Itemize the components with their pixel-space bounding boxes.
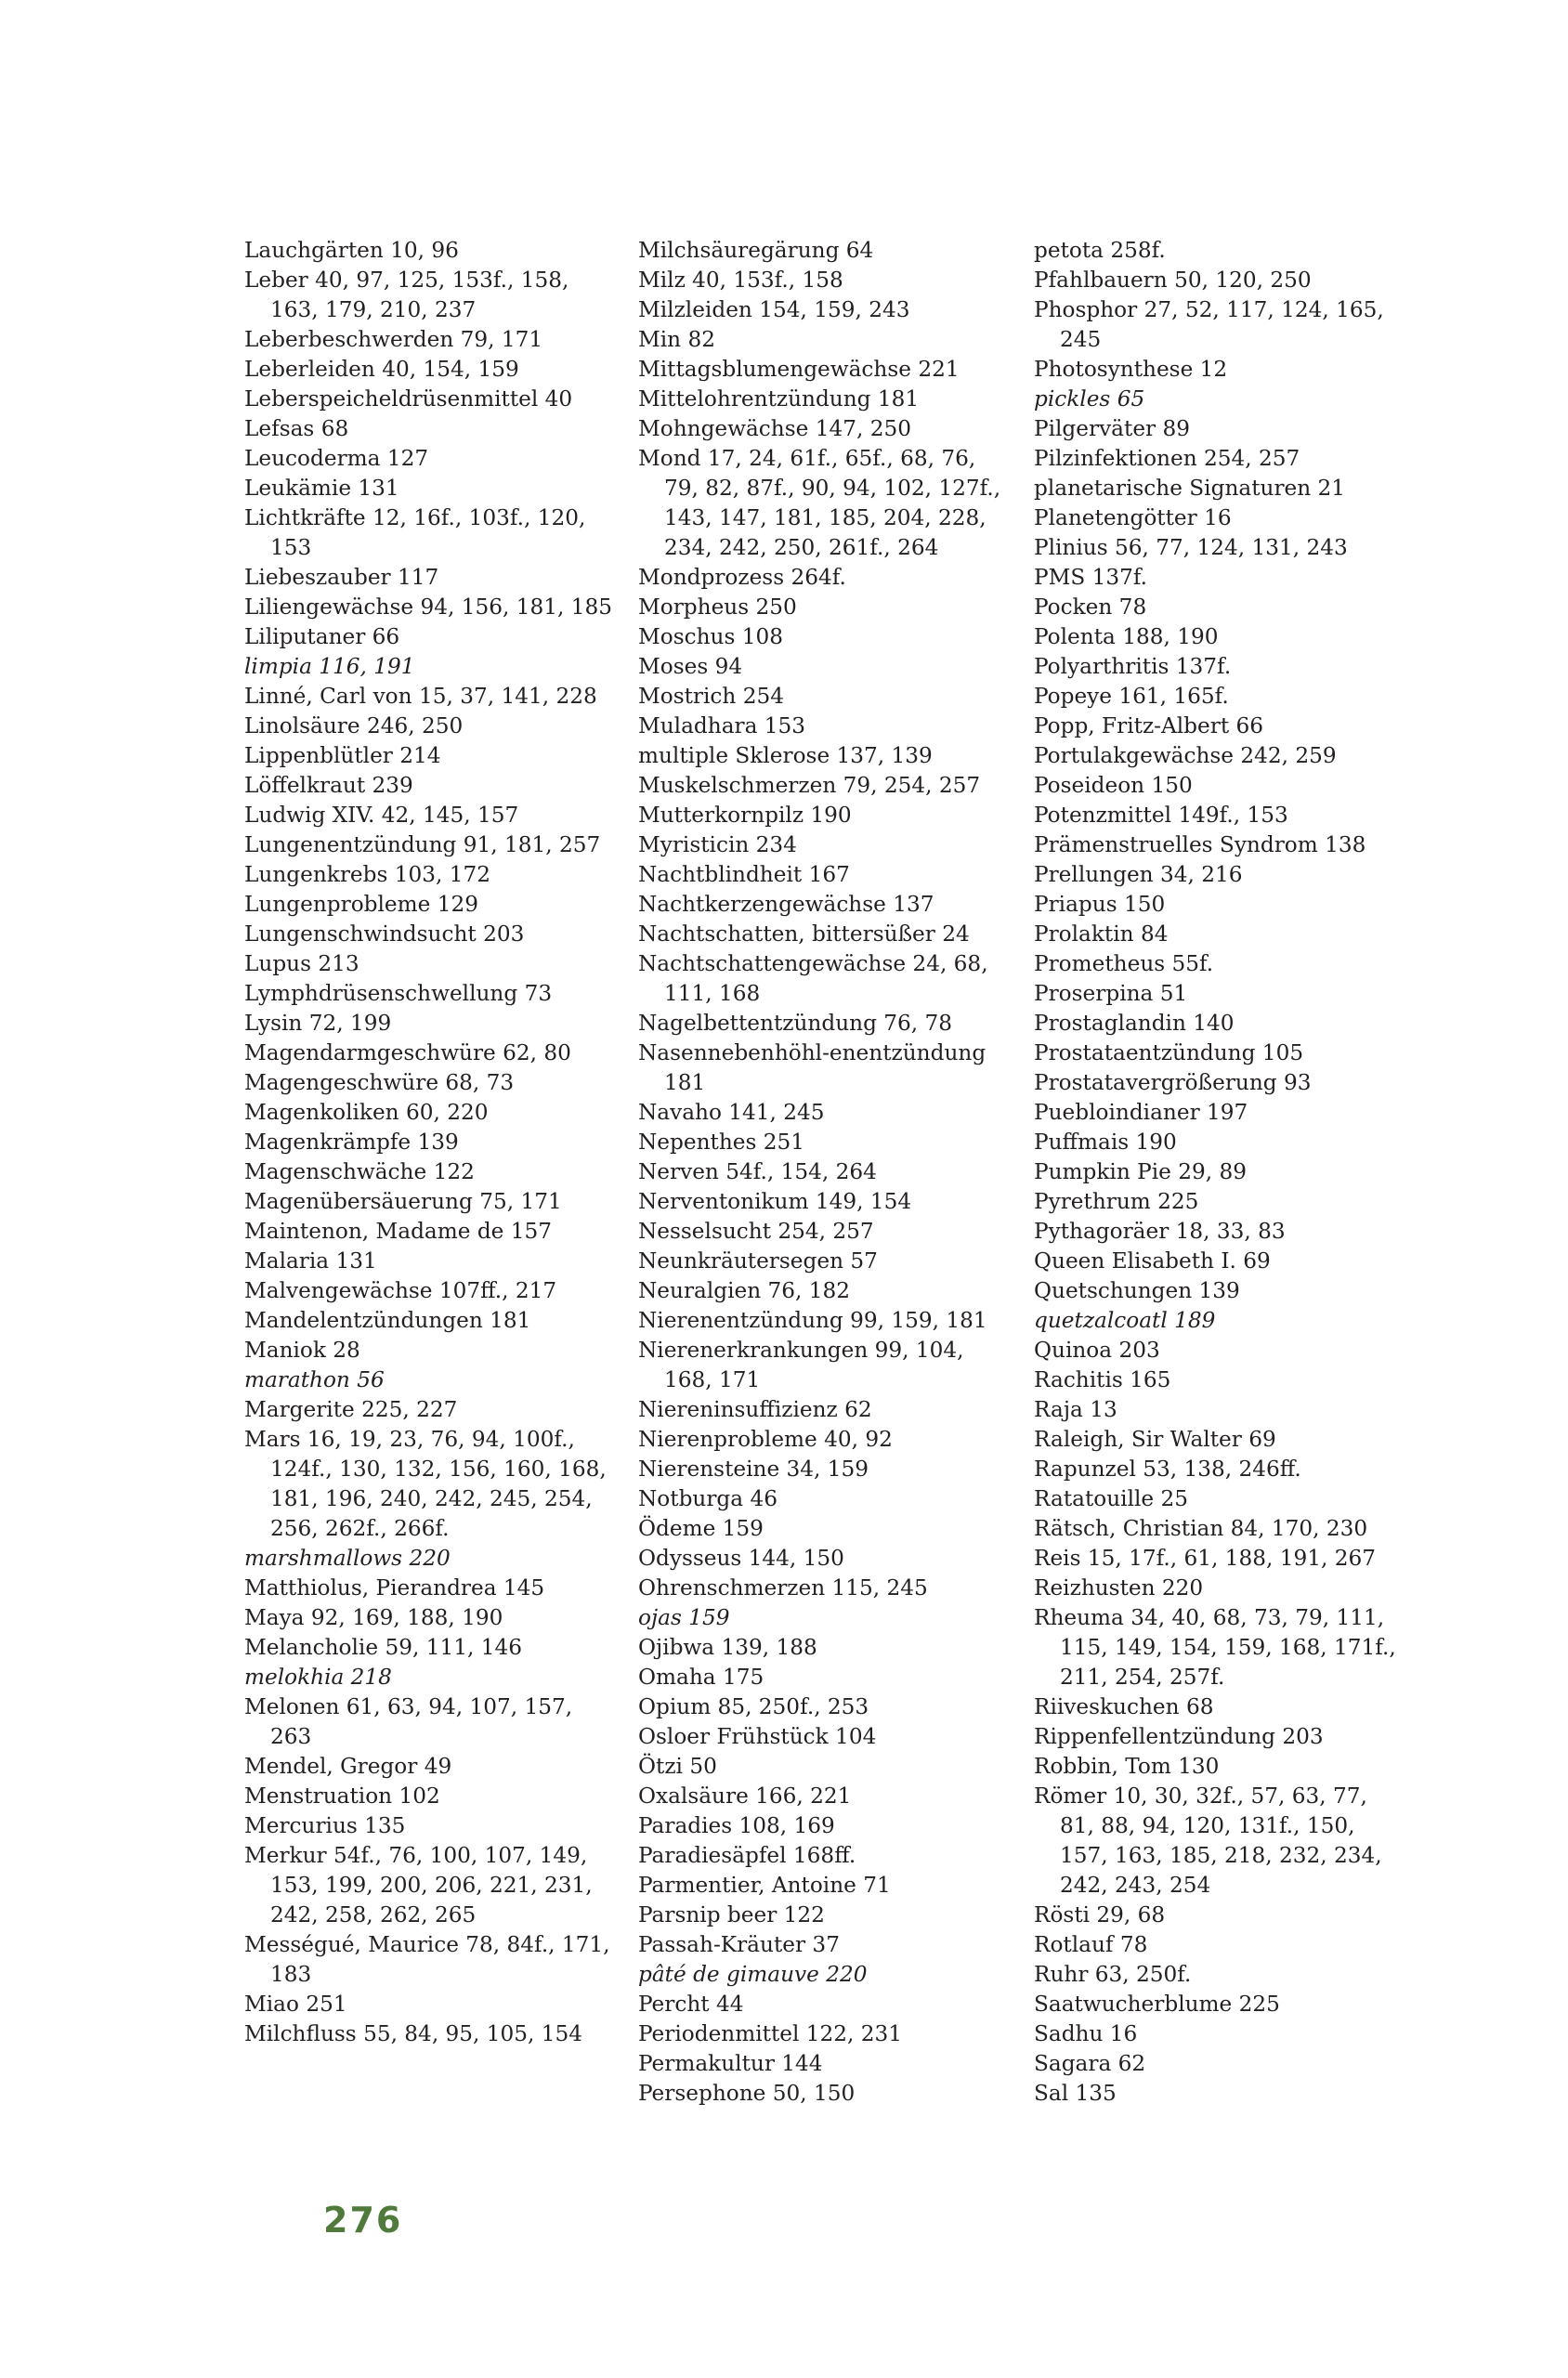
index-entry: Oxalsäure 166, 221 (638, 1784, 852, 1809)
index-entry: Priapus 150 (1034, 892, 1166, 917)
index-entry: Mutterkornpilz 190 (638, 803, 852, 828)
index-entry: Lymphdrüsenschwellung 73 (244, 981, 553, 1006)
index-entry: Mességué, Maurice 78, 84f., 171, 183 (244, 1932, 610, 1987)
index-entry: Milzleiden 154, 159, 243 (638, 297, 910, 322)
index-entry: Potenzmittel 149f., 153 (1034, 803, 1288, 828)
index-entry: Liliputaner 66 (244, 624, 400, 649)
index-entry: Lungenkrebs 103, 172 (244, 862, 490, 887)
index-entry: Maintenon, Madame de 157 (244, 1219, 553, 1244)
index-entry: Mars 16, 19, 23, 76, 94, 100f., 124f., 130, 132, 156, 160, 168, 181, 196, 240, 242, 245, 254, 256, 262f., 266f. (244, 1427, 607, 1541)
index-entry: Omaha 175 (638, 1665, 764, 1690)
index-entry: Milchsäuregärung 64 (638, 238, 874, 263)
index-entry: Morpheus 250 (638, 594, 797, 620)
index-entry: Liebeszauber 117 (244, 565, 439, 590)
index-entry: Rachitis 165 (1034, 1367, 1171, 1392)
index-entry: PMS 137f. (1034, 565, 1147, 590)
index-entry: Reizhusten 220 (1034, 1575, 1204, 1601)
index-entry: Nepenthes 251 (638, 1130, 805, 1155)
index-entry: Magenkoliken 60, 220 (244, 1100, 489, 1125)
index-entry: Nachtkerzengewächse 137 (638, 892, 934, 917)
index-entry: Leucoderma 127 (244, 446, 429, 471)
index-entry: Lungenschwindsucht 203 (244, 921, 525, 947)
index-entry: Myristicin 234 (638, 832, 797, 857)
index-entry: Nachtschatten, bittersüßer 24 (638, 921, 970, 947)
index-entry: Mondprozess 264f. (638, 565, 846, 590)
index-entry: Löffelkraut 239 (244, 773, 413, 798)
index-entry: Maya 92, 169, 188, 190 (244, 1605, 503, 1630)
index-entry: Raja 13 (1034, 1397, 1117, 1422)
index-entry: Odysseus 144, 150 (638, 1546, 844, 1571)
index-entry: Linolsäure 246, 250 (244, 713, 464, 738)
index-entry: Magenschwäche 122 (244, 1159, 475, 1184)
index-entry: Pfahlbauern 50, 120, 250 (1034, 268, 1312, 293)
index-entry: melokhia 218 (244, 1665, 392, 1690)
index-entry: Popeye 161, 165f. (1034, 684, 1229, 709)
index-entry: Prostatavergrößerung 93 (1034, 1070, 1312, 1095)
index-entry: Malaria 131 (244, 1248, 377, 1274)
index-entry: Notburga 46 (638, 1486, 777, 1511)
index-entry: Matthiolus, Pierandrea 145 (244, 1575, 545, 1601)
index-entry: Milchfluss 55, 84, 95, 105, 154 (244, 2021, 583, 2046)
index-entry: Mohngewächse 147, 250 (638, 416, 911, 441)
index-entry: Lungenentzündung 91, 181, 257 (244, 832, 601, 857)
index-entry: Römer 10, 30, 32f., 57, 63, 77, 81, 88, 94, 120, 131f., 150, 157, 163, 185, 218, 232, 234, 242, 243, 254 (1034, 1784, 1382, 1898)
index-entry: Osloer Frühstück 104 (638, 1724, 877, 1749)
index-entry: Maniok 28 (244, 1338, 360, 1363)
index-entry: Ötzi 50 (638, 1754, 717, 1779)
index-entry: Planetengötter 16 (1034, 505, 1232, 530)
index-entry: Poseideon 150 (1034, 773, 1193, 798)
index-entry: Milz 40, 153f., 158 (638, 268, 843, 293)
index-entry: Leberspeicheldrüsenmittel 40 (244, 386, 573, 412)
index-entry: pâté de gimauve 220 (638, 1962, 868, 1987)
index-entry: Lauchgärten 10, 96 (244, 238, 459, 263)
index-entry: Opium 85, 250f., 253 (638, 1694, 869, 1719)
index-entry: Mendel, Gregor 49 (244, 1754, 452, 1779)
index-entry: Prostaglandin 140 (1034, 1011, 1235, 1036)
index-entry: Leberbeschwerden 79, 171 (244, 327, 543, 352)
index-entry: Polyarthritis 137f. (1034, 654, 1232, 679)
index-entry: Prämenstruelles Syndrom 138 (1034, 832, 1366, 857)
index-entry: Puffmais 190 (1034, 1130, 1177, 1155)
index-entry: Menstruation 102 (244, 1784, 440, 1809)
index-entry: Miao 251 (244, 1992, 347, 2017)
index-entry: Malvengewächse 107ff., 217 (244, 1278, 557, 1303)
index-entry: Lysin 72, 199 (244, 1011, 392, 1036)
index-entry: Ludwig XIV. 42, 145, 157 (244, 803, 519, 828)
index-entry: Pythagoräer 18, 33, 83 (1034, 1219, 1286, 1244)
index-entry: Percht 44 (638, 1992, 744, 2017)
index-entry: ojas 159 (638, 1605, 730, 1630)
index-entry: Sal 135 (1034, 2081, 1117, 2106)
index-entry: marshmallows 220 (244, 1546, 451, 1571)
index-entry: Lippenblütler 214 (244, 743, 441, 768)
index-entry: Queen Elisabeth I. 69 (1034, 1248, 1271, 1274)
index-entry: Passah-Kräuter 37 (638, 1932, 840, 1957)
index-entry: Permakultur 144 (638, 2051, 823, 2076)
index-entry: Merkur 54f., 76, 100, 107, 149, 153, 199, 200, 206, 221, 231, 242, 258, 262, 265 (244, 1843, 593, 1927)
index-entry: Nerven 54f., 154, 264 (638, 1159, 877, 1184)
index-entry: Reis 15, 17f., 61, 188, 191, 267 (1034, 1546, 1376, 1571)
index-entry: Nierenentzündung 99, 159, 181 (638, 1308, 987, 1333)
index-entry: Leber 40, 97, 125, 153f., 158, 163, 179, 210, 237 (244, 268, 569, 322)
index-entry: Nachtschattengewächse 24, 68, 111, 168 (638, 951, 988, 1006)
index-entry: Pocken 78 (1034, 594, 1147, 620)
index-entry: Magenübersäuerung 75, 171 (244, 1189, 562, 1214)
index-entry: Prellungen 34, 216 (1034, 862, 1243, 887)
index-entry: Mittagsblumengewächse 221 (638, 357, 960, 382)
index-column-3 (1034, 236, 1405, 2109)
index-entry: Magengeschwüre 68, 73 (244, 1070, 515, 1095)
index-entry: Lichtkräfte 12, 16f., 103f., 120, 153 (244, 505, 586, 560)
index-entry: Nerventonikum 149, 154 (638, 1189, 912, 1214)
index-entry: Periodenmittel 122, 231 (638, 2021, 903, 2046)
index-entry: Robbin, Tom 130 (1034, 1754, 1220, 1779)
index-entry: Proserpina 51 (1034, 981, 1188, 1006)
index-entry: Margerite 225, 227 (244, 1397, 458, 1422)
index-entry: Muskelschmerzen 79, 254, 257 (638, 773, 981, 798)
index-entry: Pilzinfektionen 254, 257 (1034, 446, 1300, 471)
index-entry: Photosynthese 12 (1034, 357, 1228, 382)
index-entry: Mandelentzündungen 181 (244, 1308, 531, 1333)
index-entry: Pyrethrum 225 (1034, 1189, 1199, 1214)
index-entry: Polenta 188, 190 (1034, 624, 1219, 649)
index-entry: Nesselsucht 254, 257 (638, 1219, 874, 1244)
index-entry: marathon 56 (244, 1367, 385, 1392)
index-entry: Ratatouille 25 (1034, 1486, 1189, 1511)
index-entry: Lefsas 68 (244, 416, 349, 441)
index-entry: Nasennebenhöhl-enentzündung 181 (638, 1040, 987, 1095)
index-entry: Sagara 62 (1034, 2051, 1146, 2076)
index-entry: Leberleiden 40, 154, 159 (244, 357, 519, 382)
index-entry: quetzalcoatl 189 (1034, 1308, 1216, 1333)
index-entry: Quetschungen 139 (1034, 1278, 1240, 1303)
index-entry: limpia 116, 191 (244, 654, 415, 679)
index-entry: Mittelohrentzündung 181 (638, 386, 920, 412)
index-entry: Plinius 56, 77, 124, 131, 243 (1034, 535, 1348, 560)
index-entry: Prolaktin 84 (1034, 921, 1169, 947)
index-entry: Neunkräutersegen 57 (638, 1248, 878, 1274)
index-entry: Nagelbettentzündung 76, 78 (638, 1011, 953, 1036)
page-number: 276 (323, 2200, 403, 2241)
index-entry: Rippenfellentzündung 203 (1034, 1724, 1324, 1749)
index-entry: Quinoa 203 (1034, 1338, 1160, 1363)
index-entry: Ohrenschmerzen 115, 245 (638, 1575, 928, 1601)
index-entry: Mercurius 135 (244, 1813, 406, 1838)
index-column-2 (638, 236, 1010, 2109)
index-entry: Leukämie 131 (244, 476, 399, 501)
index-entry: Pumpkin Pie 29, 89 (1034, 1159, 1247, 1184)
index-entry: Muladhara 153 (638, 713, 806, 738)
index-entry: Liliengewächse 94, 156, 181, 185 (244, 594, 612, 620)
index-entry: Melonen 61, 63, 94, 107, 157, 263 (244, 1694, 573, 1749)
index-entry: Rapunzel 53, 138, 246ff. (1034, 1457, 1301, 1482)
index-entry: Ödeme 159 (638, 1516, 764, 1541)
index-entry: Navaho 141, 245 (638, 1100, 825, 1125)
index-entry: Ruhr 63, 250f. (1034, 1962, 1192, 1987)
index-entry: petota 258f. (1034, 238, 1166, 263)
index-entry: Popp, Fritz-Albert 66 (1034, 713, 1264, 738)
index-entry: multiple Sklerose 137, 139 (638, 743, 933, 768)
index-entry: Lupus 213 (244, 951, 359, 976)
index-entry: Rotlauf 78 (1034, 1932, 1148, 1957)
index-entry: planetarische Signaturen 21 (1034, 476, 1346, 501)
index-entry: Puebloindianer 197 (1034, 1100, 1248, 1125)
index-entry: Paradies 108, 169 (638, 1813, 835, 1838)
index-entry: Prostataentzündung 105 (1034, 1040, 1304, 1065)
index-entry: Rheuma 34, 40, 68, 73, 79, 111, 115, 149, 154, 159, 168, 171f., 211, 254, 257f. (1034, 1605, 1396, 1690)
index-entry: Moschus 108 (638, 624, 783, 649)
index-entry: Rätsch, Christian 84, 170, 230 (1034, 1516, 1368, 1541)
index-column-1 (244, 236, 616, 2049)
index-entry: Neuralgien 76, 182 (638, 1278, 851, 1303)
index-entry: Raleigh, Sir Walter 69 (1034, 1427, 1276, 1452)
index-entry: Nierenerkrankungen 99, 104, 168, 171 (638, 1338, 964, 1392)
index-entry: Parmentier, Antoine 71 (638, 1873, 891, 1898)
index-entry: Riiveskuchen 68 (1034, 1694, 1214, 1719)
index-entry: Persephone 50, 150 (638, 2081, 856, 2106)
index-entry: Saatwucherblume 225 (1034, 1992, 1280, 2017)
index-entry: Min 82 (638, 327, 715, 352)
index-entry: pickles 65 (1034, 386, 1145, 412)
index-entry: Nierenprobleme 40, 92 (638, 1427, 893, 1452)
index-entry: Mond 17, 24, 61f., 65f., 68, 76, 79, 82, 87f., 90, 94, 102, 127f., 143, 147, 181, 185, 204, 228, 234, 242, 250, 261f., 264 (638, 446, 1001, 560)
index-entry: Niereninsuffizienz 62 (638, 1397, 872, 1422)
index-entry: Magendarmgeschwüre 62, 80 (244, 1040, 571, 1065)
index-entry: Magenkrämpfe 139 (244, 1130, 459, 1155)
index-entry: Nachtblindheit 167 (638, 862, 850, 887)
index-entry: Mostrich 254 (638, 684, 784, 709)
index-entry: Linné, Carl von 15, 37, 141, 228 (244, 684, 597, 709)
index-entry: Paradiesäpfel 168ff. (638, 1843, 856, 1868)
index-entry: Pilgerväter 89 (1034, 416, 1191, 441)
index-entry: Melancholie 59, 111, 146 (244, 1635, 522, 1660)
index-entry: Nierensteine 34, 159 (638, 1457, 869, 1482)
index-entry: Sadhu 16 (1034, 2021, 1138, 2046)
index-entry: Parsnip beer 122 (638, 1902, 825, 1927)
index-entry: Ojibwa 139, 188 (638, 1635, 817, 1660)
index-entry: Lungenprobleme 129 (244, 892, 478, 917)
index-entry: Phosphor 27, 52, 117, 124, 165, 245 (1034, 297, 1384, 352)
index-entry: Moses 94 (638, 654, 743, 679)
index-entry: Rösti 29, 68 (1034, 1902, 1166, 1927)
index-entry: Prometheus 55f. (1034, 951, 1214, 976)
index-entry: Portulakgewächse 242, 259 (1034, 743, 1337, 768)
